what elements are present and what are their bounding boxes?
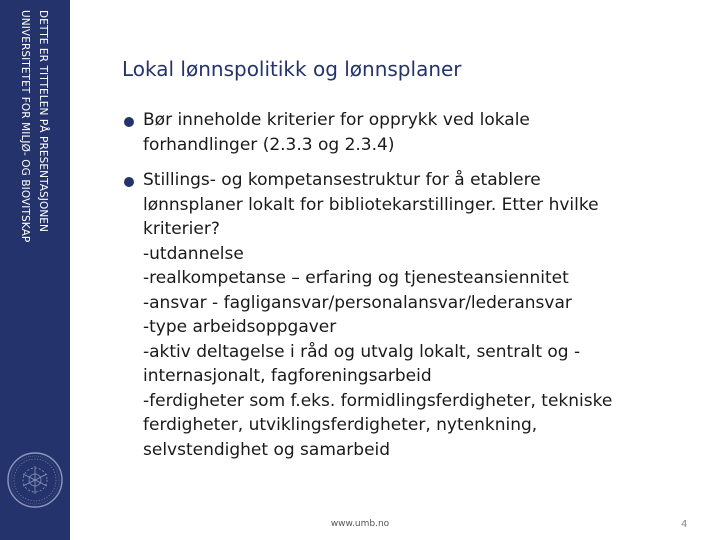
- bullet-item: [143, 108, 683, 157]
- bullet-line: internasjonalt, fagforeningsarbeid: [143, 366, 432, 386]
- bullet-dot-icon: [124, 177, 134, 187]
- slide-title: Lokal lønnspolitikk og lønnsplaner: [122, 57, 462, 81]
- footer-url: www.umb.no: [330, 519, 390, 529]
- bullet-line: kriterier?: [143, 219, 220, 239]
- bullet-line: forhandlinger (2.3.3 og 2.3.4): [143, 134, 395, 155]
- bullet-line: Bør inneholde kriterier for opprykk ved lokale: [143, 110, 530, 130]
- presentation-title-vertical: DETTE ER TITTELEN PÅ PRESENTASJONEN: [37, 10, 49, 232]
- bullet-line: -aktiv deltagelse i råd og utvalg lokalt, sentralt og -: [143, 341, 581, 362]
- bullet-line: -ferdigheter som f.eks. formidlingsferdigheter, tekniske: [143, 390, 613, 411]
- bullet-item: [143, 168, 683, 462]
- bullet-line: selvstendighet og samarbeid: [143, 439, 391, 460]
- page-number: 4: [681, 519, 688, 530]
- sidebar: [0, 0, 70, 540]
- bullet-line: -realkompetanse – erfaring og tjenesteansiennitet: [143, 268, 569, 288]
- bullet-line: Stillings- og kompetansestruktur for å etablere: [143, 170, 541, 190]
- bullet-line: -type arbeidsoppgaver: [143, 317, 337, 337]
- bullet-dot-icon: [124, 117, 134, 127]
- bullet-line: -utdannelse: [143, 243, 244, 264]
- university-name-vertical: UNIVERSITETET FOR MILJØ- OG BIOVITSKAP: [19, 10, 31, 243]
- bullet-line: lønnsplaner lokalt for bibliotekarstillinger. Etter hvilke: [143, 194, 599, 215]
- bullet-list: [143, 108, 683, 462]
- bullet-line: -ansvar - fagligansvar/personalansvar/lederansvar: [143, 292, 572, 313]
- university-seal-icon: [5, 440, 65, 520]
- bullet-line: ferdigheter, utviklingsferdigheter, nytenkning,: [143, 415, 538, 435]
